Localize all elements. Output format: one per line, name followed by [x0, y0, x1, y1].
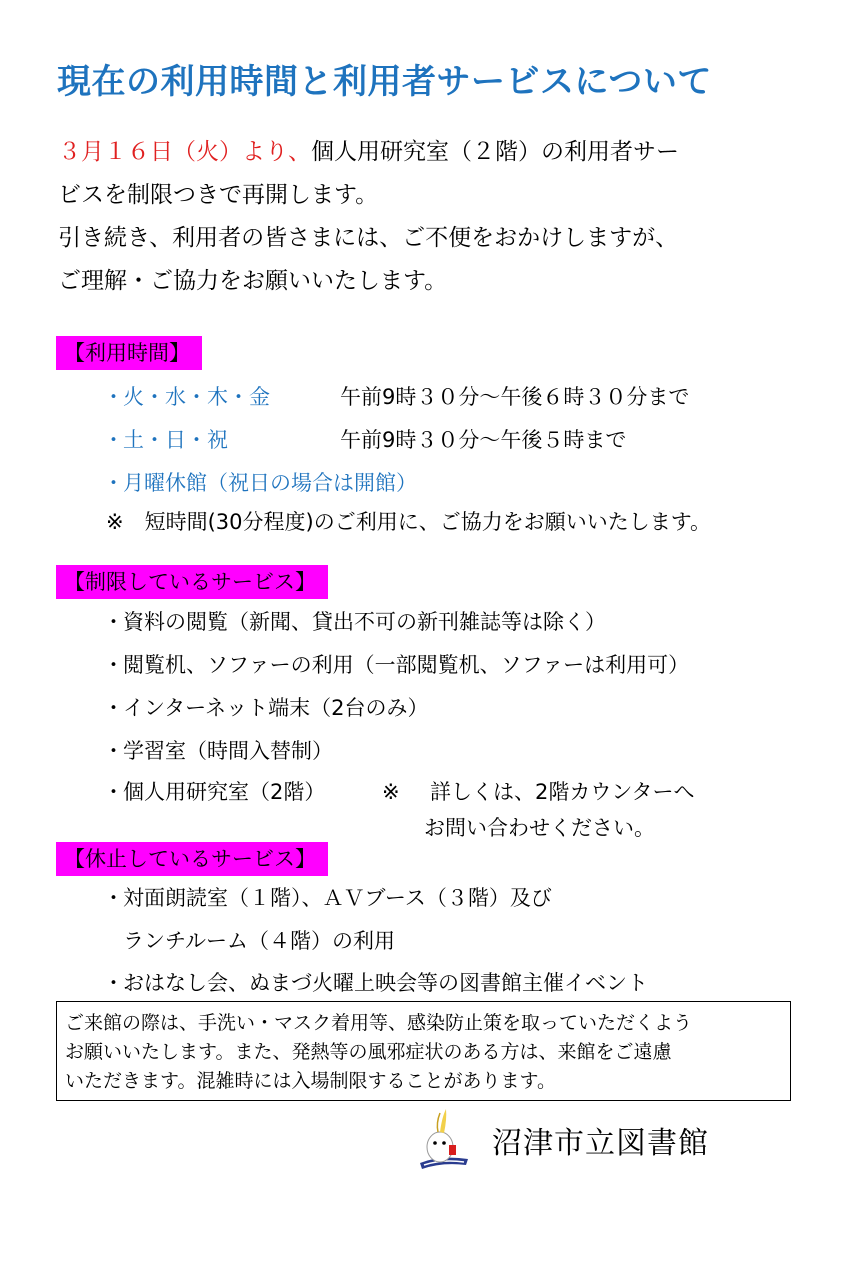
bullet: ・: [103, 428, 124, 452]
hours-row-weekday: [103, 382, 270, 412]
list-item: [103, 693, 428, 723]
hours-row-weekend: [103, 425, 228, 455]
bullet: ・: [103, 886, 124, 910]
list-item: [103, 650, 689, 680]
intro-line-4: ご理解・ご協力をお願いいたします。: [58, 268, 448, 294]
notice-line-3: いただきます。混雑時には入場制限することがあります。: [65, 1070, 556, 1092]
intro-line-2: ビスを制限つきで再開します。: [58, 182, 379, 208]
list-item-text: おはなし会、ぬまづ火曜上映会等の図書館主催イベント: [123, 971, 648, 995]
list-item-text: 閲覧机、ソファーの利用（一部閲覧机、ソファーは利用可）: [123, 653, 690, 677]
list-item-text: 対面朗読室（１階）、ＡＶブース（３階）及び: [123, 886, 552, 910]
intro-line-1: [58, 137, 679, 167]
limited-heading: 【制限しているサービス】: [56, 565, 328, 599]
hours-time: 午前9時３０分～午後６時３０分まで: [340, 385, 690, 409]
hours-days: 土・日・祝: [123, 428, 228, 452]
bullet: ・: [103, 653, 124, 677]
limited-note-line-1: 詳しくは、2階カウンターへ: [430, 780, 695, 804]
hours-heading: 【利用時間】: [56, 336, 202, 370]
closed-text: 月曜休館（祝日の場合は開館）: [123, 471, 417, 495]
limited-note-line-2: お問い合わせください。: [424, 816, 655, 840]
list-item-text: 学習室（時間入替制）: [123, 739, 333, 763]
bullet: ・: [103, 971, 124, 995]
intro-date: ３月１６日（火）より、: [58, 139, 311, 165]
hours-days: 火・水・木・金: [123, 385, 270, 409]
list-item-text: インターネット端末（2台のみ）: [123, 696, 429, 720]
bullet: ・: [103, 739, 124, 763]
bullet: ・: [103, 780, 124, 804]
bullet: ・: [103, 696, 124, 720]
notice-line-1: ご来館の際は、手洗い・マスク着用等、感染防止策を取っていただくよう: [65, 1012, 693, 1034]
hours-closed: [103, 468, 417, 498]
intro-line-1-rest: 個人用研究室（２階）の利用者サー: [311, 139, 679, 165]
hours-note: ※ 短時間(30分程度)のご利用に、ご協力をお願いいたします。: [106, 510, 712, 534]
bullet: ・: [103, 385, 124, 409]
list-item: [103, 883, 552, 913]
hours-time: 午前9時３０分～午後５時まで: [340, 428, 627, 452]
list-item: [103, 736, 333, 766]
list-item: [103, 777, 325, 807]
list-item-text: 個人用研究室（2階）: [123, 780, 326, 804]
list-item: [103, 968, 648, 998]
list-item-text: 資料の閲覧（新聞、貸出不可の新刊雑誌等は除く）: [123, 610, 606, 634]
limited-note-mark: ※: [382, 780, 400, 804]
bullet: ・: [103, 471, 124, 495]
bullet: ・: [103, 610, 124, 634]
list-item-continuation: ランチルーム（４階）の利用: [123, 929, 395, 953]
page-title: 現在の利用時間と利用者サービスについて: [57, 62, 712, 102]
list-item: [103, 607, 606, 637]
library-name: 沼津市立図書館: [492, 1126, 709, 1161]
intro-line-3: 引き続き、利用者の皆さまには、ご不便をおかけしますが、: [58, 225, 679, 251]
notice-line-2: お願いいたします。また、発熱等の風邪症状のある方は、来館をご遠慮: [65, 1041, 672, 1063]
notice-box: [56, 1001, 791, 1101]
suspended-heading: 【休止しているサービス】: [56, 842, 328, 876]
book-character-icon: [418, 1105, 470, 1173]
